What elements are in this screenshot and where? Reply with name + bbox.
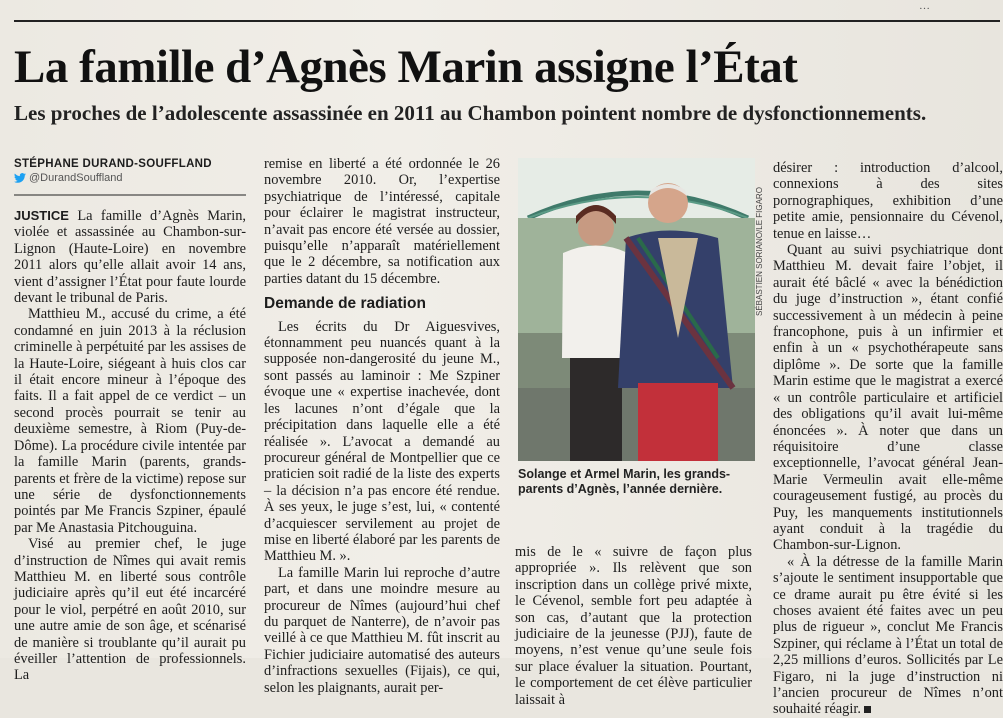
closing-paragraph — [773, 554, 1003, 718]
byline-rule — [14, 191, 246, 197]
twitter-bird-icon — [14, 173, 26, 183]
byline — [14, 158, 246, 202]
twitter-handle — [14, 172, 246, 184]
intertitle: Demande de radiation — [264, 295, 426, 313]
section-kicker: JUSTICE — [14, 208, 69, 223]
article-photo — [518, 158, 755, 461]
author-name: STÉPHANE DURAND-SOUFFLAND — [14, 158, 212, 170]
article-column-2 — [264, 156, 500, 696]
article-column-1 — [14, 208, 246, 684]
paragraph: désirer : introduction d’alcool, connexions à des sites pornographiques, exhibition d’une petite amie, pensionnaire du Cévenol, tenue en laisse… — [773, 160, 1003, 242]
article-column-4 — [773, 160, 1003, 718]
top-rule — [14, 20, 1000, 22]
photo-caption: Solange et Armel Marin, les grands-parents d’Agnès, l’année dernière. — [518, 467, 731, 496]
subheadline: Les proches de l’adolescente assassinée en 2011 au Chambon pointent nombre de dysfonctionnements. — [14, 101, 927, 125]
paragraph: Visé au premier chef, le juge d’instruction de Nîmes qui avait remis Matthieu M. en liberté sous contrôle judiciaire après qu’il eut été incarcéré pour le viol, perpétré en août 2010, sur une autre amie de son âge, et scénarisé de manière si troublante qu’il aurait pu éveiller l’attention de professionnels. La — [14, 536, 246, 684]
twitter-handle-text: @DurandSouffland — [29, 172, 123, 184]
paragraph: La famille Marin lui reproche d’autre part, et dans une moindre mesure au procureur de Nîmes (aujourd’hui chef du parquet de Nanterre), de n’avoir pas veillé à ce que Matthieu M. fût inscrit au Fichier judiciaire automatisé des auteurs d’infractions sexuelles (Fijais), ce qui, selon les plaignants, aurait per- — [264, 564, 500, 696]
paragraph: remise en liberté a été ordonnée le 26 novembre 2010. Or, l’expertise psychiatrique de l’intéressé, capitale pour éclairer le magistrat instructeur, n’avait pas encore été versée au dossier, puisqu’elle n’apparaît matériellement que le 2 décembre, sa notification aux parties datant du 15 décembre. — [264, 156, 500, 287]
paragraph: Quant au suivi psychiatrique dont Matthieu M. devait faire l’objet, il aurait été bâclé « avec la bénédiction du juge d’instruction », étant confié successivement à un médecin à peine francophone, puis à un infirmier et enfin à un « psychothérapeute sans diplôme ». De sorte que la famille Marin estime que le magistrat a exercé « un contrôle particulaire et artificiel des obligations qu’il avait lui-même énoncées ». À noter que dans un réquisitoire d’une classe exceptionnelle, l’avocat général Jean-Marie Vermeulin avait elle-même courageusement fustigé, au procès du Puy, les manquements institutionnels ayant conduit à la tragédie du Chambon-sur-Lignon. — [773, 242, 1003, 554]
headline: La famille d’Agnès Marin assigne l’État — [14, 41, 798, 93]
closing-text: « À la détresse de la famille Marin s’ajoute le sentiment insupportable que ce drame aurait pu être évité si les choses avaient été faites avec un peu plus de rigueur », conclut Me Francis Szpiner, qui réclame à l’État un total de 2,25 millions d’euros. Sollicités par Le Figaro, ni la juge d’instruction ni l’ancien procureur de Nîmes n’ont souhaité réagir. — [773, 553, 1003, 718]
article-column-3 — [515, 544, 752, 708]
paragraph: Les écrits du Dr Aiguesvives, étonnamment peu nuancés quant à la supposée non-dangerosité du jeune M., sont passés au laminoir : Me Szpiner évoque une « expertise inachevée, dont les lacunes n’ont d’égale que la précipitation dans laquelle elle a été réalisée ». L’avocat a demandé au procureur général de Montpellier que ce praticien soit radié de la liste des experts – la décision n’a pas encore été rendue. À ses yeux, le juge s’est, lui, « contenté d’acquiescer servilement au projet de mise en liberté élaboré par les parents de Matthieu M. ». — [264, 318, 500, 565]
paragraph: mis de le « suivre de façon plus appropriée ». Ils relèvent que son inscription dans un collège privé mixte, le Cévenol, semble fort peu adaptée à son cas, d’autant que la protection judiciaire de la jeunesse (PJJ), faute de moyens, n’est venue qu’une seule fois sur place évaluer la situation. Pourtant, le comportement de cet élève particulier laissait à — [515, 544, 752, 708]
corner-fragment: … — [919, 0, 930, 12]
lead-text: La famille d’Agnès Marin, violée et assassinée au Chambon-sur-Lignon (Haute-Loire) en novembre 2011 alors qu’elle allait avoir 14 ans, vient d’assigner l’État pour faute lourde devant le tribunal de Paris. — [14, 208, 246, 307]
lead-paragraph — [14, 208, 246, 306]
paragraph: Matthieu M., accusé du crime, a été condamné en juin 2013 à la réclusion criminelle à perpétuité par les assises de la Haute-Loire, siégeant à huis clos car il était encore mineur à l’époque des faits. Il a fait appel de ce verdict – un second procès pourrait se tenir au deuxième semestre, à Riom (Puy-de-Dôme). La procédure civile intentée par la famille Marin (parents, grands-parents et frère de la victime) repose sur une série de dysfonctionnements pointés par Me Francis Szpiner, épaulé par Me Anastasia Pitchouguina. — [14, 306, 246, 536]
end-mark-icon — [864, 706, 871, 713]
photo-credit: SÉBASTIEN SORIANO/LE FIGARO — [755, 187, 764, 316]
photo-illustration — [518, 158, 755, 461]
